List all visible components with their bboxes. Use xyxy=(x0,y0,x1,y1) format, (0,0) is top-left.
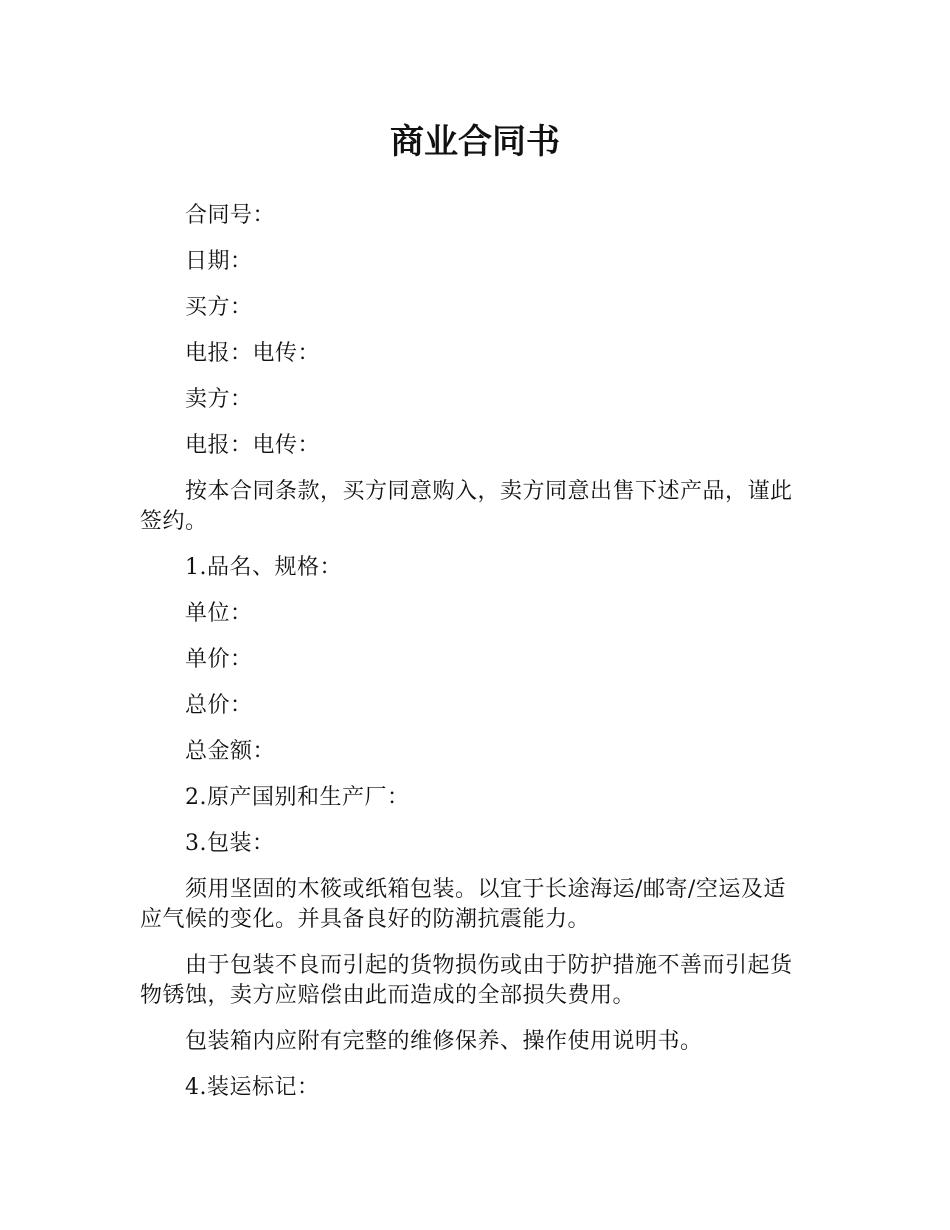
unit-line: 单位： xyxy=(185,601,253,626)
manual-requirement-paragraph: 包装箱内应附有完整的维修保养、操作使用说明书。 xyxy=(185,1029,703,1054)
packing-requirement-paragraph: 须用坚固的木筱或纸箱包装。以宜于长途海运/邮寄/空运及适应气候的变化。并具备良好的防潮抗震能力。 xyxy=(140,877,786,932)
packing-liability-paragraph: 由于包装不良而引起的货物损伤或由于防护措施不善而引起货物锈蚀，卖方应赔偿由此而造成的全部损失费用。 xyxy=(140,953,793,1008)
total-price-line: 总价： xyxy=(185,693,253,718)
packing-heading: 3.包装： xyxy=(185,831,275,856)
date-line: 日期： xyxy=(185,249,253,274)
unit-price-line: 单价： xyxy=(185,647,253,672)
contract-number-line: 合同号： xyxy=(185,203,276,228)
buyer-line: 买方： xyxy=(185,295,253,320)
seller-line: 卖方： xyxy=(185,387,253,412)
document-title: 商业合同书 xyxy=(390,122,560,162)
agreement-paragraph: 按本合同条款，买方同意购入，卖方同意出售下述产品，谨此签约。 xyxy=(140,479,793,534)
seller-telegraph-telex-line: 电报：电传： xyxy=(185,433,321,458)
origin-manufacturer-line: 2.原产国别和生产厂： xyxy=(185,785,410,810)
product-spec-line: 1.品名、规格： xyxy=(185,555,342,580)
document-body xyxy=(140,201,805,1119)
shipping-mark-heading: 4.装运标记： xyxy=(185,1075,320,1100)
buyer-telegraph-telex-line: 电报：电传： xyxy=(185,341,321,366)
total-amount-line: 总金额： xyxy=(185,739,276,764)
